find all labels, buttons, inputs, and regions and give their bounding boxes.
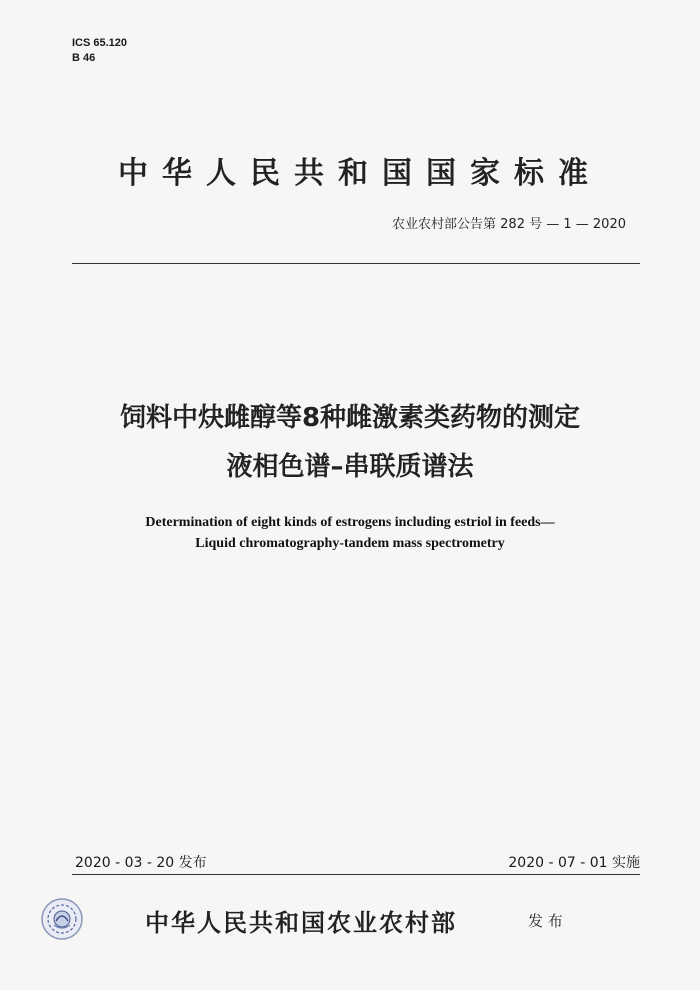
ics-code: ICS 65.120	[72, 37, 128, 49]
bottom-divider	[72, 874, 640, 875]
english-title-line-2: Liquid chromatography-tandem mass spectrometry	[195, 536, 505, 551]
top-divider	[72, 263, 640, 264]
classification-codes	[72, 36, 127, 66]
publish-label: 发 布	[528, 912, 563, 930]
issue-date: 2020 - 03 - 20 发布	[75, 855, 207, 871]
implementation-date: 2020 - 07 - 01 实施	[508, 855, 640, 871]
chinese-title-line-2: 液相色谱–串联质谱法	[226, 452, 474, 482]
ccs-code: B 46	[72, 52, 96, 64]
standard-type-heading: 中华人民共和国国家标准	[118, 156, 602, 191]
chinese-title-line-1: 饲料中炔雌醇等8种雌激素类药物的测定	[119, 403, 581, 433]
english-title-line-1: Determination of eight kinds of estrogens including estriol in feeds—	[145, 515, 555, 530]
publisher-name: 中华人民共和国农业农村部	[145, 908, 457, 937]
ministry-emblem-icon	[40, 897, 84, 941]
document-number: 农业农村部公告第 282 号 — 1 — 2020	[392, 217, 626, 232]
